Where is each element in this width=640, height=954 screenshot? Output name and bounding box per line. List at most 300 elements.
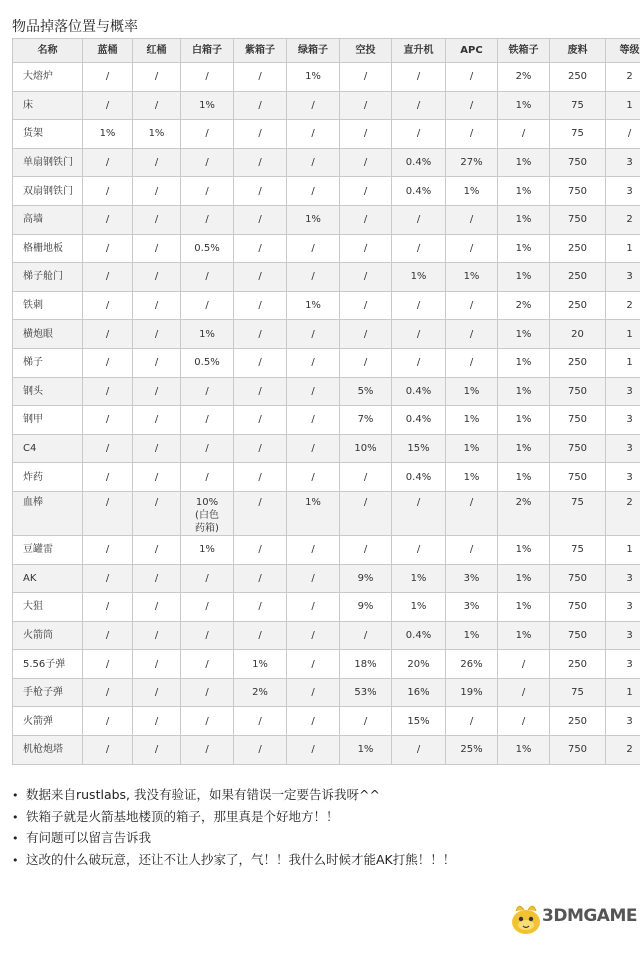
rate-cell: 0.5% xyxy=(181,234,234,263)
rate-cell: 1% xyxy=(498,91,550,120)
item-name-cell: 双扇钢铁门 xyxy=(13,177,83,206)
rate-cell: 250 xyxy=(550,707,606,736)
rate-cell: / xyxy=(181,736,234,765)
rate-cell: / xyxy=(234,593,287,622)
rate-cell: / xyxy=(446,348,498,377)
rate-cell: / xyxy=(234,377,287,406)
rate-cell: / xyxy=(340,320,392,349)
rate-cell: / xyxy=(133,678,181,707)
item-name-cell: 血棒 xyxy=(13,491,83,535)
item-name-cell: 火箭筒 xyxy=(13,621,83,650)
rate-cell: 16% xyxy=(392,678,446,707)
column-header: APC xyxy=(446,39,498,63)
table-row xyxy=(13,177,640,206)
rate-cell: 750 xyxy=(550,406,606,435)
rate-cell: / xyxy=(392,736,446,765)
rate-cell: / xyxy=(133,320,181,349)
rate-cell: 0.4% xyxy=(392,406,446,435)
item-name-cell: 大狙 xyxy=(13,593,83,622)
rate-cell: / xyxy=(498,120,550,149)
note-item xyxy=(12,784,455,806)
item-name-cell: 梯子舱门 xyxy=(13,263,83,292)
watermark-mascot-icon xyxy=(506,898,546,938)
rate-cell: / xyxy=(83,564,133,593)
rate-cell: / xyxy=(181,463,234,492)
rate-cell: 1% xyxy=(498,406,550,435)
rate-cell: / xyxy=(181,593,234,622)
item-name-cell: 货架 xyxy=(13,120,83,149)
rate-cell: / xyxy=(287,678,340,707)
rate-cell: / xyxy=(234,406,287,435)
rate-cell: 1% xyxy=(498,234,550,263)
rate-cell: / xyxy=(446,535,498,564)
rate-cell: / xyxy=(287,320,340,349)
rate-cell: / xyxy=(133,434,181,463)
rate-cell: 1 xyxy=(606,234,640,263)
bullet-icon: • xyxy=(12,810,19,824)
table-row xyxy=(13,736,640,765)
rate-cell: 18% xyxy=(340,650,392,679)
item-name-cell: 格栅地板 xyxy=(13,234,83,263)
rate-cell: / xyxy=(498,707,550,736)
column-header: 废料 xyxy=(550,39,606,63)
rate-cell: / xyxy=(133,291,181,320)
rate-cell: / xyxy=(133,177,181,206)
item-name-cell: 钢头 xyxy=(13,377,83,406)
rate-cell: / xyxy=(498,678,550,707)
item-name-cell: 火箭弹 xyxy=(13,707,83,736)
rate-cell: / xyxy=(234,707,287,736)
rate-cell: / xyxy=(83,377,133,406)
rate-cell: 0.4% xyxy=(392,148,446,177)
rate-cell: / xyxy=(234,291,287,320)
watermark xyxy=(506,898,637,938)
rate-cell: 19% xyxy=(446,678,498,707)
rate-cell: / xyxy=(340,91,392,120)
rate-cell: 1% xyxy=(498,736,550,765)
rate-cell: 0.4% xyxy=(392,177,446,206)
rate-cell: 2 xyxy=(606,63,640,92)
table-row xyxy=(13,434,640,463)
bullet-icon: • xyxy=(12,832,19,845)
rate-cell: / xyxy=(234,91,287,120)
rate-cell: / xyxy=(287,463,340,492)
rate-cell: / xyxy=(83,348,133,377)
rate-cell: / xyxy=(287,377,340,406)
rate-cell: 750 xyxy=(550,621,606,650)
rate-cell: 3 xyxy=(606,377,640,406)
rate-cell: / xyxy=(181,205,234,234)
rate-cell: 75 xyxy=(550,120,606,149)
rate-cell: 1% xyxy=(498,564,550,593)
rate-cell: 0.4% xyxy=(392,463,446,492)
rate-cell: / xyxy=(133,406,181,435)
rate-cell: / xyxy=(133,593,181,622)
bullet-icon: • xyxy=(12,789,19,802)
rate-cell: / xyxy=(234,320,287,349)
column-header: 空投 xyxy=(340,39,392,63)
rate-cell: 1 xyxy=(606,678,640,707)
rate-cell: / xyxy=(133,263,181,292)
table-row xyxy=(13,291,640,320)
rate-cell: / xyxy=(340,148,392,177)
page-title: 物品掉落位置与概率 xyxy=(12,19,138,35)
rate-cell: 0.4% xyxy=(392,377,446,406)
column-header: 绿箱子 xyxy=(287,39,340,63)
rate-cell: / xyxy=(234,463,287,492)
rate-cell: / xyxy=(340,63,392,92)
rate-cell: / xyxy=(181,63,234,92)
rate-cell: 2 xyxy=(606,205,640,234)
rate-cell: 75 xyxy=(550,678,606,707)
rate-cell: / xyxy=(498,650,550,679)
rate-cell: / xyxy=(181,564,234,593)
column-header: 等级 xyxy=(606,39,640,63)
rate-cell: / xyxy=(181,707,234,736)
watermark-text: 3DMGAME xyxy=(542,906,637,926)
rate-cell: 15% xyxy=(392,707,446,736)
rate-cell: / xyxy=(181,377,234,406)
rate-cell: 750 xyxy=(550,177,606,206)
rate-cell: 27% xyxy=(446,148,498,177)
rate-cell: / xyxy=(83,91,133,120)
rate-cell: 26% xyxy=(446,650,498,679)
rate-cell: / xyxy=(83,291,133,320)
item-name-cell: 炸药 xyxy=(13,463,83,492)
rate-cell: 750 xyxy=(550,593,606,622)
rate-cell: 3 xyxy=(606,707,640,736)
table-row xyxy=(13,234,640,263)
rate-cell: / xyxy=(392,63,446,92)
table-row xyxy=(13,263,640,292)
rate-cell: 3 xyxy=(606,650,640,679)
table-row xyxy=(13,535,640,564)
rate-cell: 1% xyxy=(446,621,498,650)
rate-cell: 0.5% xyxy=(181,348,234,377)
rate-cell: / xyxy=(287,707,340,736)
rate-cell: 750 xyxy=(550,377,606,406)
notes-list xyxy=(12,784,455,870)
rate-cell: 750 xyxy=(550,564,606,593)
column-header: 直升机 xyxy=(392,39,446,63)
rate-cell: / xyxy=(446,205,498,234)
rate-cell: / xyxy=(133,535,181,564)
rate-cell: / xyxy=(287,148,340,177)
table-row xyxy=(13,348,640,377)
rate-cell: / xyxy=(234,63,287,92)
rate-cell: / xyxy=(287,434,340,463)
rate-cell: / xyxy=(181,291,234,320)
rate-cell: / xyxy=(133,205,181,234)
note-text: 数据来自rustlabs, 我没有验证，如果有错误一定要告诉我呀^^ xyxy=(26,787,380,802)
rate-cell: / xyxy=(133,621,181,650)
note-item xyxy=(12,827,455,849)
rate-cell: / xyxy=(287,91,340,120)
rate-cell: / xyxy=(133,91,181,120)
rate-cell: 1% xyxy=(181,535,234,564)
rate-cell: 750 xyxy=(550,434,606,463)
rate-cell: 1% xyxy=(133,120,181,149)
table-row xyxy=(13,63,640,92)
rate-cell: / xyxy=(133,63,181,92)
rate-cell: 1% xyxy=(392,263,446,292)
rate-cell: 10% (白色 药箱) xyxy=(181,491,234,535)
column-header: 铁箱子 xyxy=(498,39,550,63)
rate-cell: / xyxy=(340,263,392,292)
rate-cell: / xyxy=(392,535,446,564)
rate-cell: / xyxy=(287,177,340,206)
rate-cell: / xyxy=(181,120,234,149)
rate-cell: 1% xyxy=(287,63,340,92)
rate-cell: / xyxy=(287,593,340,622)
rate-cell: 2% xyxy=(498,63,550,92)
rate-cell: / xyxy=(446,291,498,320)
item-name-cell: 手枪子弹 xyxy=(13,678,83,707)
rate-cell: / xyxy=(133,148,181,177)
item-name-cell: 5.56子弹 xyxy=(13,650,83,679)
rate-cell: / xyxy=(234,234,287,263)
rate-cell: 20 xyxy=(550,320,606,349)
table-row xyxy=(13,377,640,406)
rate-cell: / xyxy=(83,205,133,234)
rate-cell: 1% xyxy=(340,736,392,765)
table-header-row xyxy=(13,39,640,63)
rate-cell: 2% xyxy=(498,291,550,320)
rate-cell: / xyxy=(181,678,234,707)
rate-cell: / xyxy=(234,148,287,177)
rate-cell: / xyxy=(234,564,287,593)
rate-cell: 750 xyxy=(550,463,606,492)
rate-cell: / xyxy=(392,91,446,120)
rate-cell: / xyxy=(340,491,392,535)
table-row xyxy=(13,320,640,349)
rate-cell: 53% xyxy=(340,678,392,707)
rate-cell: 15% xyxy=(392,434,446,463)
rate-cell: / xyxy=(133,650,181,679)
table-row xyxy=(13,593,640,622)
rate-cell: 3 xyxy=(606,148,640,177)
column-header: 名称 xyxy=(13,39,83,63)
rate-cell: / xyxy=(340,234,392,263)
rate-cell: / xyxy=(83,736,133,765)
item-name-cell: 梯子 xyxy=(13,348,83,377)
item-name-cell: 床 xyxy=(13,91,83,120)
rate-cell: / xyxy=(83,463,133,492)
rate-cell: 250 xyxy=(550,63,606,92)
rate-cell: / xyxy=(83,491,133,535)
item-name-cell: C4 xyxy=(13,434,83,463)
rate-cell: 1 xyxy=(606,348,640,377)
rate-cell: 1% xyxy=(498,320,550,349)
rate-cell: / xyxy=(340,535,392,564)
rate-cell: / xyxy=(446,320,498,349)
column-header: 白箱子 xyxy=(181,39,234,63)
rate-cell: / xyxy=(287,621,340,650)
rate-cell: 1% xyxy=(498,535,550,564)
rate-cell: / xyxy=(181,621,234,650)
table-row xyxy=(13,678,640,707)
rate-cell: 250 xyxy=(550,234,606,263)
rate-cell: 0.4% xyxy=(392,621,446,650)
rate-cell: / xyxy=(133,463,181,492)
item-name-cell: 机枪炮塔 xyxy=(13,736,83,765)
rate-cell: / xyxy=(83,234,133,263)
rate-cell: / xyxy=(287,535,340,564)
rate-cell: / xyxy=(83,406,133,435)
note-item xyxy=(12,806,455,828)
rate-cell: / xyxy=(392,320,446,349)
table-row xyxy=(13,205,640,234)
rate-cell: 3 xyxy=(606,434,640,463)
rate-cell: / xyxy=(446,234,498,263)
rate-cell: / xyxy=(392,234,446,263)
rate-cell: / xyxy=(340,463,392,492)
column-header: 紫箱子 xyxy=(234,39,287,63)
rate-cell: / xyxy=(234,263,287,292)
rate-cell: 2% xyxy=(498,491,550,535)
rate-cell: / xyxy=(181,177,234,206)
rate-cell: 1% xyxy=(234,650,287,679)
rate-cell: / xyxy=(133,736,181,765)
rate-cell: 5% xyxy=(340,377,392,406)
table-row xyxy=(13,621,640,650)
rate-cell: / xyxy=(392,491,446,535)
rate-cell: / xyxy=(340,177,392,206)
note-text: 铁箱子就是火箭基地楼顶的箱子，那里真是个好地方！！ xyxy=(26,808,339,824)
rate-cell: 75 xyxy=(550,491,606,535)
rate-cell: 1% xyxy=(287,291,340,320)
table-row xyxy=(13,650,640,679)
rate-cell: / xyxy=(340,621,392,650)
rate-cell: 1% xyxy=(498,148,550,177)
rate-cell: / xyxy=(133,377,181,406)
rate-cell: / xyxy=(287,263,340,292)
rate-cell: 20% xyxy=(392,650,446,679)
rate-cell: / xyxy=(234,736,287,765)
rate-cell: / xyxy=(287,650,340,679)
item-name-cell: 铁刺 xyxy=(13,291,83,320)
rate-cell: / xyxy=(181,148,234,177)
rate-cell: 10% xyxy=(340,434,392,463)
rate-cell: 3 xyxy=(606,463,640,492)
rate-cell: / xyxy=(181,263,234,292)
rate-cell: / xyxy=(392,205,446,234)
rate-cell: / xyxy=(392,348,446,377)
rate-cell: 750 xyxy=(550,148,606,177)
rate-cell: 1% xyxy=(498,434,550,463)
rate-cell: 75 xyxy=(550,535,606,564)
rate-cell: 3 xyxy=(606,621,640,650)
rate-cell: 7% xyxy=(340,406,392,435)
item-name-cell: 单扇钢铁门 xyxy=(13,148,83,177)
rate-cell: 1% xyxy=(83,120,133,149)
table-row xyxy=(13,91,640,120)
rate-cell: / xyxy=(446,120,498,149)
rate-cell: / xyxy=(181,650,234,679)
rate-cell: 1% xyxy=(498,377,550,406)
rate-cell: / xyxy=(234,120,287,149)
item-name-cell: 钢甲 xyxy=(13,406,83,435)
item-name-cell: 横炮眼 xyxy=(13,320,83,349)
rate-cell: 1% xyxy=(446,263,498,292)
rate-cell: / xyxy=(234,434,287,463)
rate-cell: 750 xyxy=(550,205,606,234)
rate-cell: 3 xyxy=(606,406,640,435)
rate-cell: / xyxy=(287,736,340,765)
rate-cell: / xyxy=(287,234,340,263)
table-row xyxy=(13,707,640,736)
note-text: 这改的什么破玩意，还让不让人抄家了，气！！我什么时候才能AK打熊！！！ xyxy=(26,851,456,867)
table-row xyxy=(13,406,640,435)
rate-cell: / xyxy=(83,650,133,679)
rate-cell: 1% xyxy=(498,593,550,622)
rate-cell: / xyxy=(287,564,340,593)
rate-cell: / xyxy=(83,593,133,622)
rate-cell: / xyxy=(83,678,133,707)
table-row xyxy=(13,148,640,177)
table-row xyxy=(13,120,640,149)
rate-cell: / xyxy=(340,291,392,320)
rate-cell: 1% xyxy=(498,348,550,377)
rate-cell: 3 xyxy=(606,263,640,292)
rate-cell: / xyxy=(83,621,133,650)
rate-cell: / xyxy=(83,320,133,349)
item-name-cell: AK xyxy=(13,564,83,593)
rate-cell: 250 xyxy=(550,263,606,292)
rate-cell: / xyxy=(446,63,498,92)
rate-cell: / xyxy=(446,491,498,535)
item-name-cell: 高墙 xyxy=(13,205,83,234)
rate-cell: 250 xyxy=(550,348,606,377)
rate-cell: / xyxy=(287,406,340,435)
rate-cell: / xyxy=(287,120,340,149)
item-name-cell: 大熔炉 xyxy=(13,63,83,92)
rate-cell: 9% xyxy=(340,564,392,593)
table-row xyxy=(13,463,640,492)
note-text: 有问题可以留言告诉我 xyxy=(26,830,152,845)
rate-cell: 1% xyxy=(181,320,234,349)
rate-cell: 1% xyxy=(446,406,498,435)
item-name-cell: 豆罐雷 xyxy=(13,535,83,564)
rate-cell: / xyxy=(606,120,640,149)
rate-cell: 1% xyxy=(446,434,498,463)
rate-cell: / xyxy=(133,707,181,736)
drop-rate-table xyxy=(12,38,640,765)
rate-cell: / xyxy=(340,205,392,234)
rate-cell: / xyxy=(234,535,287,564)
rate-cell: 3 xyxy=(606,593,640,622)
rate-cell: 3 xyxy=(606,177,640,206)
rate-cell: / xyxy=(234,621,287,650)
rate-cell: 75 xyxy=(550,91,606,120)
rate-cell: 2 xyxy=(606,736,640,765)
rate-cell: / xyxy=(234,177,287,206)
rate-cell: 1% xyxy=(498,463,550,492)
rate-cell: / xyxy=(234,348,287,377)
rate-cell: / xyxy=(133,491,181,535)
rate-cell: / xyxy=(234,205,287,234)
rate-cell: / xyxy=(83,707,133,736)
rate-cell: / xyxy=(446,91,498,120)
rate-cell: 25% xyxy=(446,736,498,765)
rate-cell: 2 xyxy=(606,291,640,320)
rate-cell: 3% xyxy=(446,564,498,593)
rate-cell: / xyxy=(83,535,133,564)
rate-cell: 250 xyxy=(550,291,606,320)
table-row xyxy=(13,564,640,593)
rate-cell: / xyxy=(392,120,446,149)
rate-cell: 1% xyxy=(181,91,234,120)
